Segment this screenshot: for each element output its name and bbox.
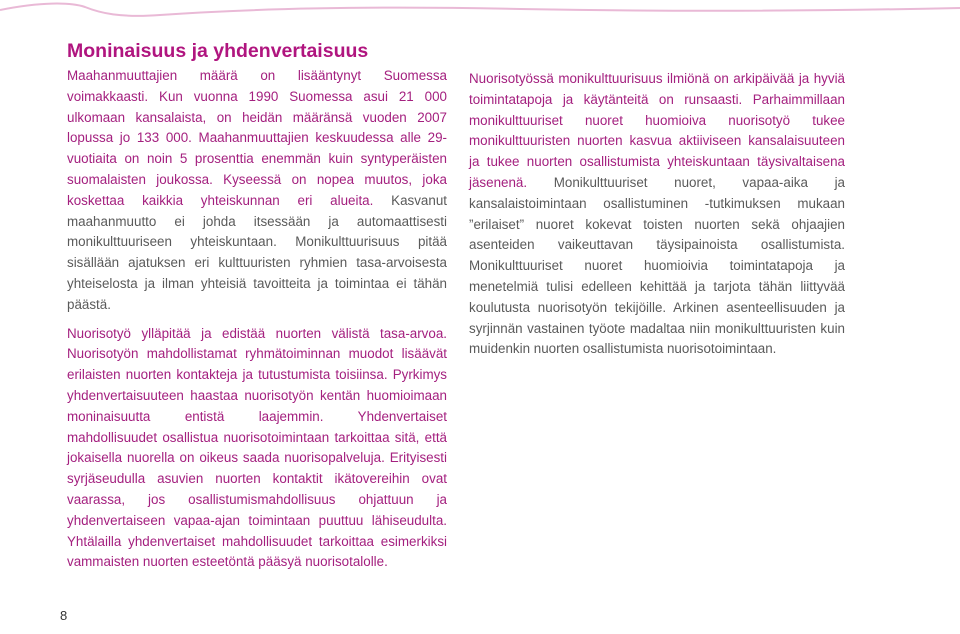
page-number: 8 [60, 608, 68, 623]
left-paragraph-1-lead: Maahanmuuttajien määrä on lisääntynyt Suomessa voimakkaasti. Kun vuonna 1990 Suomessa asui 21 000 ulkomaan kansalaista, on heidän määränsä vuoden 2007 lopussa jo 133 000. Maahanmuuttajien keskuudessa alle 29-vuotiaita on noin 5 prosenttia enemmän kuin syntyperäisten suomalaisten joukossa. Kyseessä on nopea muutos, joka koskettaa kaikkia yhteiskunnan eri alueita. [67, 68, 447, 208]
left-paragraph-1 [67, 66, 447, 316]
left-column [67, 66, 447, 573]
page-title: Moninaisuus ja yhdenvertaisuus [67, 40, 369, 62]
right-paragraph [469, 69, 845, 360]
right-column [469, 69, 845, 360]
right-paragraph-rest: Monikulttuuriset nuoret, vapaa-aika ja kansalaistoimintaan osallistuminen -tutkimuksen mukaan ”erilaiset” nuoret kokevat toisten nuorten sekä ohjaajien asenteiden vaikeuttavan täysipainoista osallistumista. Monikulttuuriset nuoret huomioivia toimintatapoja ja menetelmiä tulisi edelleen kehittää ja tarjota tähän liittyvää koulutusta nuorisotyön tekijöille. Arkinen asenteellisuuden ja syrjinnän vastainen työote madaltaa niin monikulttuuristen kuin muidenkin nuorten osallistumista nuorisotoimintaan. [469, 174, 845, 357]
left-paragraph-2: Nuorisotyö ylläpitää ja edistää nuorten välistä tasa-arvoa. Nuorisotyön mahdollistamat ryhmätoiminnan muodot lisäävät erilaisten nuorten kontakteja ja tutustumista toisiinsa. Pyrkimys yhdenvertaisuuteen haastaa nuorisotyön kentän huomioimaan moninaisuutta entistä laajemmin. Yhdenvertaiset mahdollisuudet osallistua nuorisotoimintaan tarkoittaa sitä, että jokaisella nuorella on oikeus saada nuorisopalveluja. Erityisesti syrjäseudulla asuvien nuorten kontaktit ikätovereihin ovat vaarassa, jos osallistumismahdollisuus ohjattuun ja yhdenvertaiseen vapaa-ajan toimintaan puuttuu lähiseudulta. Yhtälailla yhdenvertaiset mahdollisuudet tarkoittaa esimerkiksi vammaisten nuorten esteetöntä pääsyä nuorisotalolle. [67, 325, 447, 570]
right-paragraph-lead: Nuorisotyössä monikulttuurisuus ilmiönä on arkipäivää ja hyviä toimintatapoja ja käytänteitä on runsaasti. Parhaimmillaan monikulttuuriset nuoret huomioiva nuorisotyö tukee monikulttuuristen nuorten kasvua aktiiviseen kansalaisuuteen ja tukee nuorten osallistumista yhteiskuntaan täysivaltaisena jäsenenä. [469, 71, 845, 190]
decorative-wave-line [0, 0, 960, 20]
left-paragraph-1-rest: Kasvanut maahanmuutto ei johda itsessään ja automaattisesti monikulttuuriseen yhteiskuntaan. Monikulttuurisuus pitää sisällään ajatuksen eri kulttuuristen ryhmien tasa-arvoisesta yhteiselosta ja ilman yhteisiä tavoitteita ja toimintaa ei tähän päästä. [67, 192, 447, 312]
